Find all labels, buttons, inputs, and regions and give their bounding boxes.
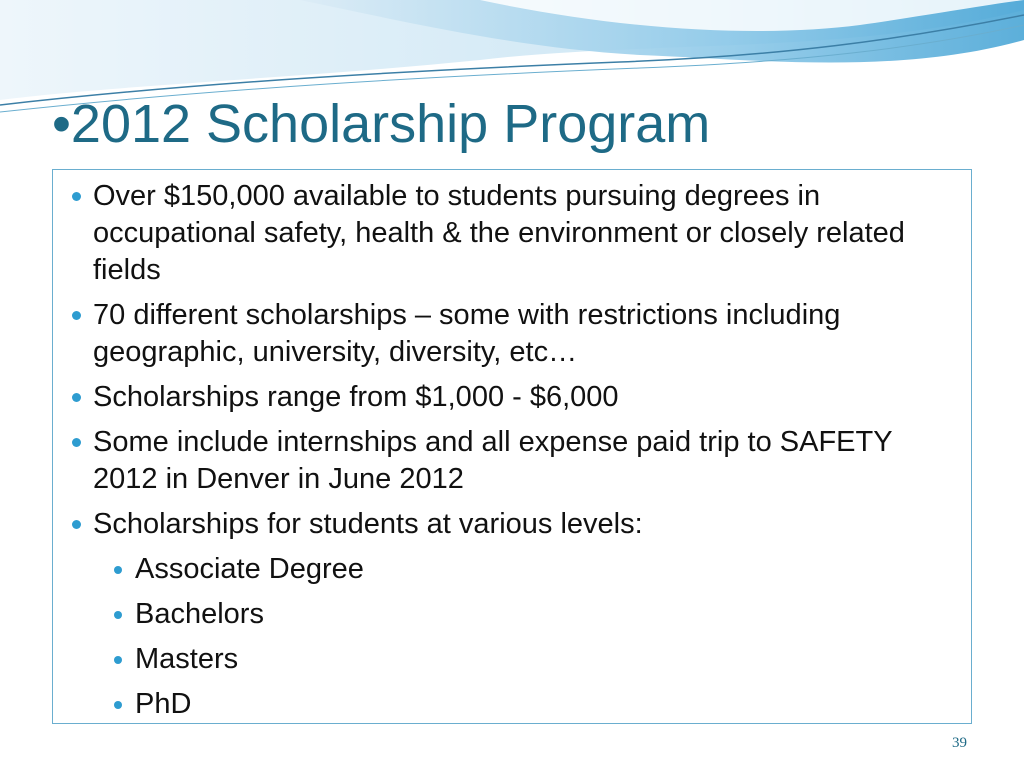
sub-bullet-list [93,551,949,723]
page-number: 39 [952,735,967,751]
bullet-item [69,178,949,289]
bullet-dot-icon [72,520,81,529]
bullet-dot-icon [72,192,81,201]
bullet-dot-icon [114,566,122,574]
bullet-item [69,379,949,416]
bullet-dot-icon [72,311,81,320]
bullet-item [69,424,949,498]
bullet-text: Scholarships range from $1,000 - $6,000 [93,381,619,413]
bullet-dot-icon [114,656,122,664]
slide-title: •2012 Scholarship Program [52,94,711,154]
bullet-dot-icon [72,438,81,447]
sub-bullet-item [93,641,949,678]
bullet-item [69,297,949,371]
bullet-text: Some include internships and all expense paid trip to SAFETY 2012 in Denver in June 2012 [93,426,893,495]
sub-bullet-item [93,596,949,633]
bullet-list [69,178,949,731]
sub-bullet-item [93,686,949,723]
sub-bullet-text: Masters [135,643,239,675]
bullet-item [69,506,949,723]
bullet-dot-icon [72,393,81,402]
bullet-text: 70 different scholarships – some with restrictions including geographic, university, diversity, etc… [93,299,841,368]
bullet-text: Scholarships for students at various levels: [93,508,643,540]
bullet-dot-icon [114,611,122,619]
content-box [52,169,972,724]
sub-bullet-text: PhD [135,688,192,720]
bullet-text: Over $150,000 available to students pursuing degrees in occupational safety, health & the environment or closely related fields [93,180,905,286]
bullet-dot-icon [114,701,122,709]
sub-bullet-text: Associate Degree [135,553,364,585]
sub-bullet-item [93,551,949,588]
sub-bullet-text: Bachelors [135,598,264,630]
